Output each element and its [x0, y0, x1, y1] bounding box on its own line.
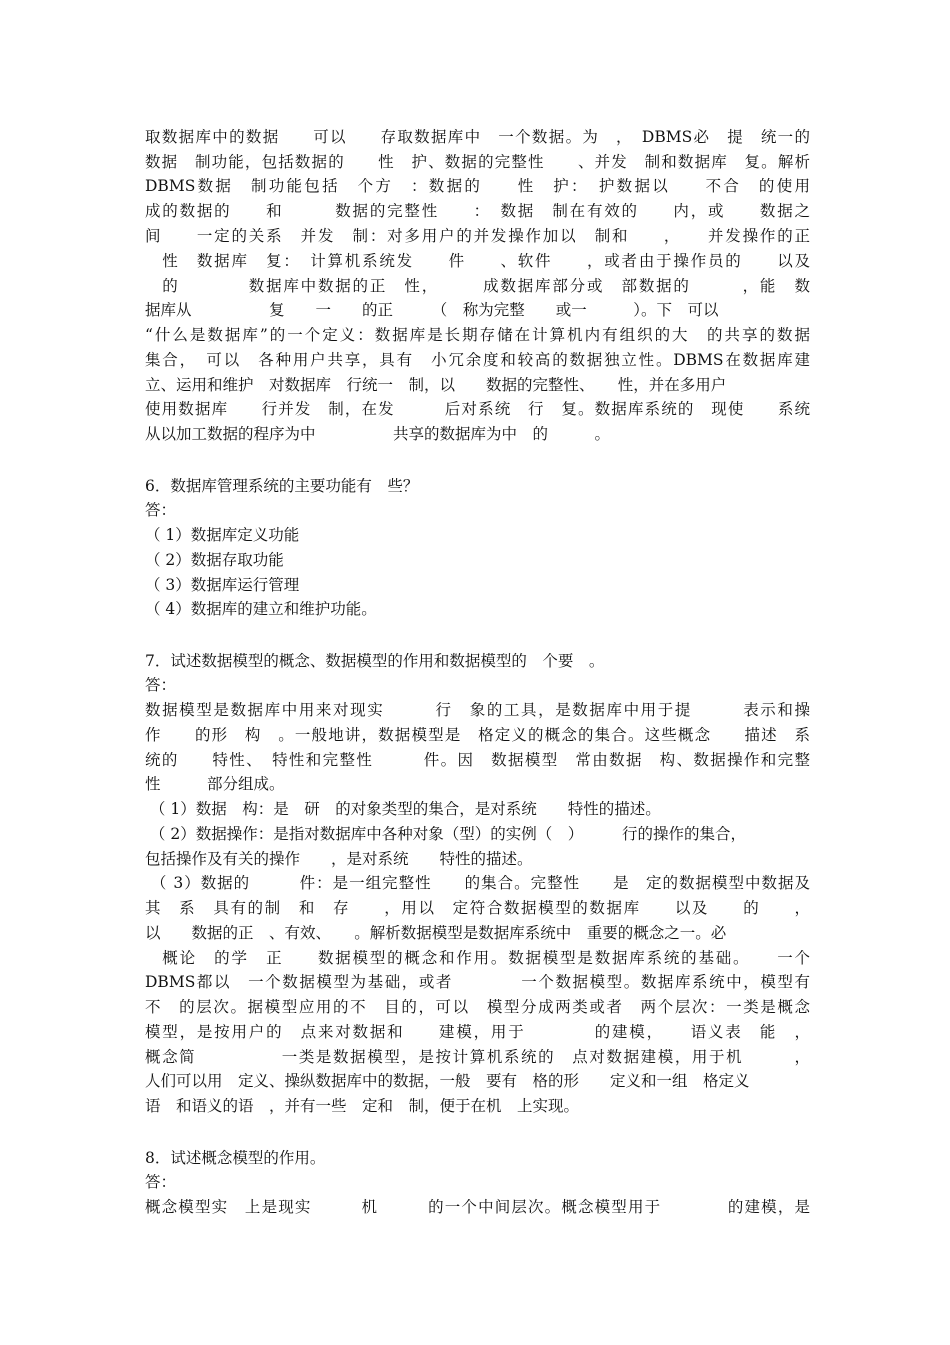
text-line: 模型，是按用户的 点来对数据和 建模，用于 的建模， 语义表 能 ， [145, 1023, 810, 1041]
text-line: 的 数据库中数据的正 性， 成数据库部分或 部数据的 ，能 数 [145, 277, 810, 295]
text-line: 数据模型是数据库中用来对现实 行 象的工具，是数据库中用于提 表示和操 [145, 701, 810, 719]
text-line: DBMS都以 一个数据模型为基础，或者 一个数据模型。数据库系统中，模型有 [145, 973, 810, 991]
text-line: “什么是数据库”的一个定义：数据库是长期存储在计算机内有组织的大 的共享的数据 [145, 326, 810, 344]
list-item: （ 4）数据库的建立和维护功能。 [145, 600, 377, 618]
list-item: （ 2）数据存取功能 [145, 551, 284, 569]
text-line: 性 数据库 复： 计算机系统发 件 、软件 ，或者由于操作员的 以及 [145, 252, 810, 270]
text-line: 据库从 复 一 的正 （ 称为完整 或一 ）。下 可以 [145, 301, 719, 319]
list-item: （ 1）数据库定义功能 [145, 526, 300, 544]
text-line: 统的 特性、 特性和完整性 件。因 数据模型 常由数据 构、数据操作和完整 [145, 751, 810, 769]
answer-label: 答： [145, 1173, 177, 1191]
answer-label: 答： [145, 501, 177, 519]
answer-label: 答： [145, 676, 177, 694]
question-title: 7．试述数据模型的概念、数据模型的作用和数据模型的 个要 。 [145, 652, 605, 670]
text-line: 性 部分组成。 [145, 775, 285, 793]
text-line: 集合， 可以 各种用户共享，具有 小冗余度和较高的数据独立性。DBMS在数据库建 [145, 351, 810, 369]
text-line: 其 系 具有的制 和 存 ，用以 定符合数据模型的数据库 以及 的 ， [145, 899, 810, 917]
text-line: 数据 制功能，包括数据的 性 护、数据的完整性 、并发 制和数据库 复。解析 [145, 153, 810, 171]
text-line: 概论 的学 正 数据模型的概念和作用。数据模型是数据库系统的基础。 一个 [145, 949, 810, 967]
text-line: 概念模型实 上是现实 机 的一个中间层次。概念模型用于 的建模，是 [145, 1198, 810, 1216]
text-line: 作 的形 构 。一般地讲，数据模型是 格定义的概念的集合。这些概念 描述 系 [145, 726, 810, 744]
text-line: 立、运用和维护 对数据库 行统一 制，以 数据的完整性、 性，并在多用户 [145, 376, 727, 394]
text-line: 概念简 一类是数据模型，是按计算机系统的 点对数据建模，用于机 ， [145, 1048, 810, 1066]
text-line: 间 一定的关系 并发 制：对多用户的并发操作加以 制和 ， 并发操作的正 [145, 227, 810, 245]
list-item: （ 3）数据库运行管理 [145, 576, 300, 594]
question-title: 6．数据库管理系统的主要功能有 些？ [145, 477, 419, 495]
text-line: 人们可以用 定义、操纵数据库中的数据，一般 要有 格的形 定义和一组 格定义 [145, 1072, 750, 1090]
text-line: （ 1）数据 构：是 研 的对象类型的集合，是对系统 特性的描述。 [145, 800, 661, 818]
text-line: 成的数据的 和 数据的完整性 ： 数据 制在有效的 内，或 数据之 [145, 202, 810, 220]
text-line: 使用数据库 行并发 制，在发 后对系统 行 复。数据库系统的 现使 系统 [145, 400, 810, 418]
text-line: 不 的层次。据模型应用的不 目的，可以 模型分成两类或者 两个层次：一类是概念 [145, 998, 810, 1016]
question-title: 8．试述概念模型的作用。 [145, 1149, 326, 1167]
text-line: 从以加工数据的程序为中 共享的数据库为中 的 。 [145, 425, 611, 443]
text-line: 包括操作及有关的操作 ，是对系统 特性的描述。 [145, 850, 533, 868]
text-line: （ 3）数据的 件：是一组完整性 的集合。完整性 是 定的数据模型中数据及 [145, 874, 810, 892]
text-line: DBMS数据 制功能包括 个方 ：数据的 性 护： 护数据以 不合 的使用 [145, 177, 810, 195]
text-line: 以 数据的正 、有效、 。解析数据模型是数据库系统中 重要的概念之一。必 [145, 924, 727, 942]
text-line: 语 和语义的语 ，并有一些 定和 制，便于在机 上实现。 [145, 1097, 580, 1115]
text-line: （ 2）数据操作：是指对数据库中各种对象（型）的实例（ ） 行的操作的集合， [145, 825, 746, 843]
text-line: 取数据库中的数据 可以 存取数据库中 一个数据。为 ， DBMS必 提 统一的 [145, 128, 810, 146]
